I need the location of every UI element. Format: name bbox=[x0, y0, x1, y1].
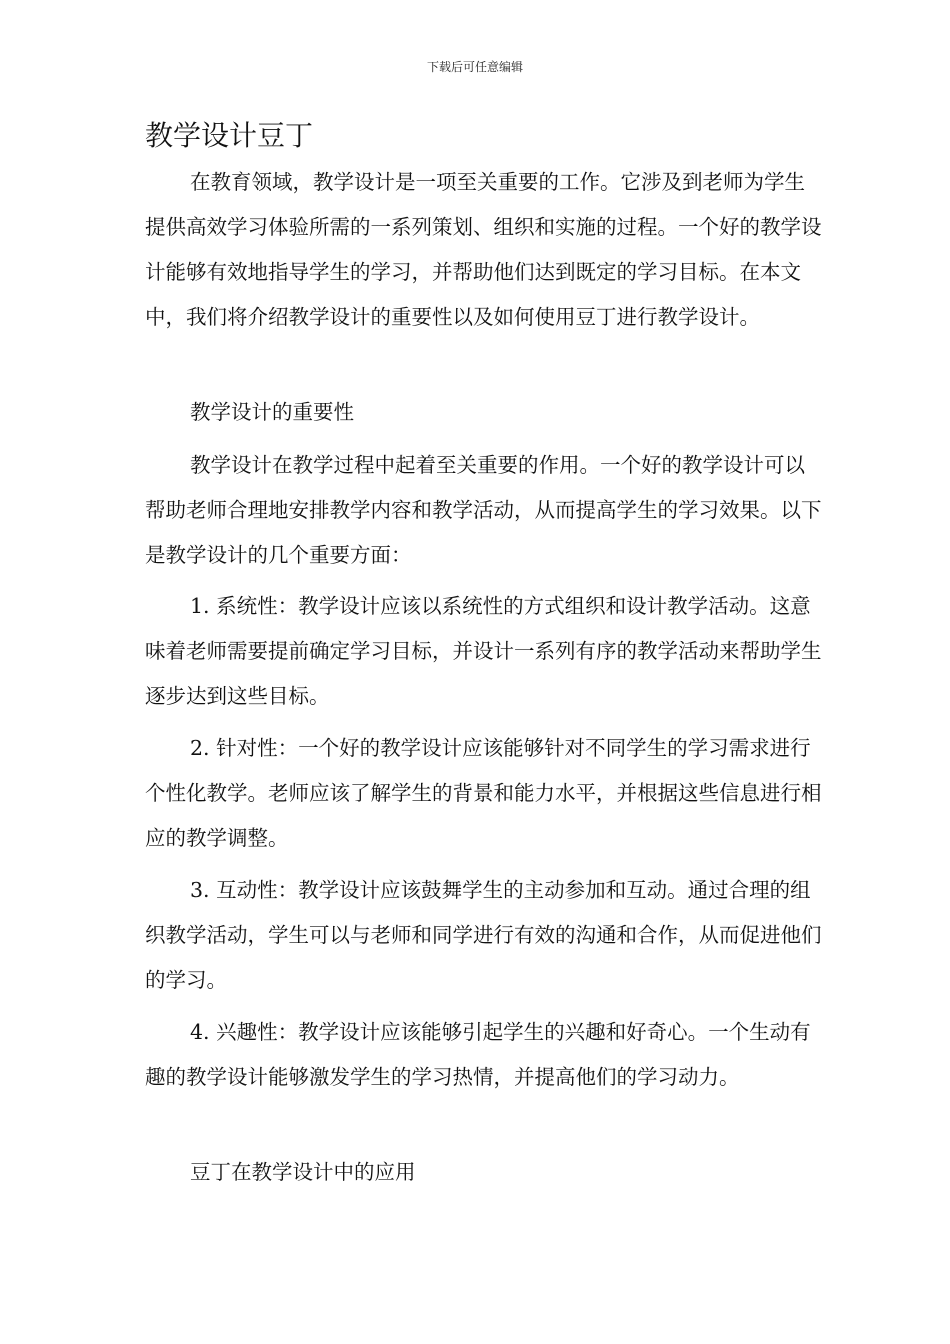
list-item: 1. 系统性：教学设计应该以系统性的方式组织和设计教学活动。这意味着老师需要提前确定学习目标，并设计一系列有序的教学活动来帮助学生逐步达到这些目标。 bbox=[145, 594, 822, 708]
list-item: 4. 兴趣性：教学设计应该能够引起学生的兴趣和好奇心。一个生动有趣的教学设计能够激发学生的学习热情，并提高他们的学习动力。 bbox=[145, 1020, 811, 1089]
list-item: 3. 互动性：教学设计应该鼓舞学生的主动参加和互动。通过合理的组织教学活动，学生可以与老师和同学进行有效的沟通和合作，从而促进他们的学习。 bbox=[145, 878, 822, 992]
header-note: 下载后可任意编辑 bbox=[426, 60, 523, 74]
section-body-importance: 教学设计在教学过程中起着至关重要的作用。一个好的教学设计可以帮助老师合理地安排教学内容和教学活动，从而提高学生的学习效果。以下是教学设计的几个重要方面： bbox=[145, 453, 822, 567]
section-heading-application: 豆丁在教学设计中的应用 bbox=[190, 1160, 416, 1184]
document-title: 教学设计豆丁 bbox=[145, 119, 314, 152]
intro-paragraph: 在教育领域，教学设计是一项至关重要的工作。它涉及到老师为学生提供高效学习体验所需的一系列策划、组织和实施的过程。一个好的教学设计能够有效地指导学生的学习，并帮助他们达到既定的学习目标。在本文中，我们将介绍教学设计的重要性以及如何使用豆丁进行教学设计。 bbox=[145, 170, 822, 329]
section-heading-importance: 教学设计的重要性 bbox=[190, 400, 354, 424]
list-item: 2. 针对性：一个好的教学设计应该能够针对不同学生的学习需求进行个性化教学。老师应该了解学生的背景和能力水平，并根据这些信息进行相应的教学调整。 bbox=[145, 736, 822, 850]
